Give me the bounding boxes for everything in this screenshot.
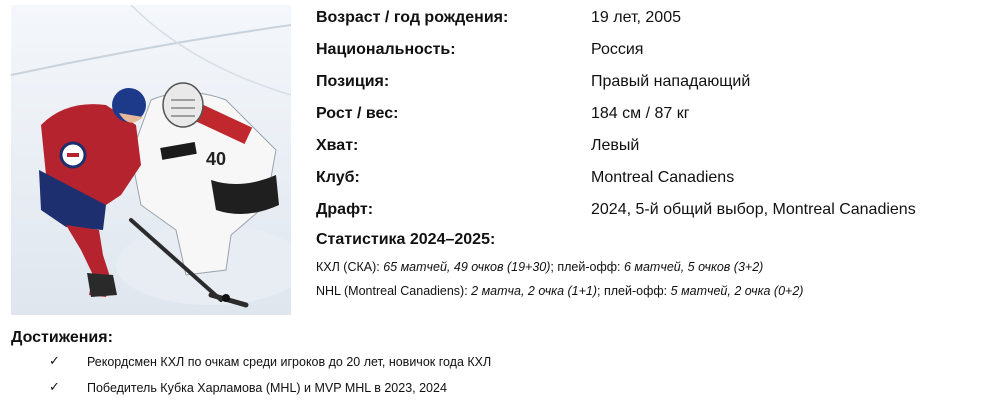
- checkmark-icon: ✓: [49, 379, 60, 394]
- achievement-text: Победитель Кубка Харламова (MHL) и MVP MHL в 2023, 2024: [87, 381, 447, 395]
- stat-league: NHL (Montreal Canadiens):: [316, 284, 468, 298]
- achievement-text: Рекордсмен КХЛ по очкам среди игроков до 20 лет, новичок года КХЛ: [87, 355, 492, 369]
- stat-playoff: 6 матчей, 5 очков (3+2): [623, 260, 764, 274]
- stat-line-khl: [316, 258, 996, 276]
- info-value: 19 лет, 2005: [591, 9, 681, 26]
- info-row-grip: [316, 134, 996, 166]
- player-info: [316, 6, 996, 300]
- achievements-section: [11, 327, 991, 401]
- info-value: Россия: [591, 41, 644, 58]
- info-label: Хват:: [316, 137, 359, 154]
- info-value: 2024, 5-й общий выбор, Montreal Canadiens: [591, 201, 916, 218]
- info-row-nationality: [316, 38, 996, 70]
- stat-playoff: 5 матчей, 2 очка (0+2): [670, 284, 804, 298]
- info-row-height-weight: [316, 102, 996, 134]
- stat-league: КХЛ (СКА):: [316, 260, 380, 274]
- checkmark-icon: ✓: [49, 353, 60, 368]
- achievement-item: [11, 375, 991, 401]
- achievement-item: [11, 349, 991, 375]
- svg-text:40: 40: [206, 149, 227, 169]
- info-row-position: [316, 70, 996, 102]
- hockey-photo-icon: [11, 5, 291, 315]
- stat-regular: 2 матча, 2 очка (1+1): [471, 284, 598, 298]
- achievements-title: Достижения:: [11, 329, 113, 346]
- info-value: Правый нападающий: [591, 73, 751, 90]
- info-row-age: [316, 6, 996, 38]
- info-row-club: [316, 166, 996, 198]
- stat-separator: ; плей-офф:: [597, 284, 668, 298]
- info-label: Рост / вес:: [316, 105, 399, 122]
- info-value: 184 см / 87 кг: [591, 105, 690, 122]
- info-value: Левый: [591, 137, 640, 154]
- info-label: Клуб:: [316, 169, 360, 186]
- stats-title: Статистика 2024–2025:: [316, 231, 496, 248]
- stat-regular: 65 матчей, 49 очков (19+30): [383, 260, 551, 274]
- player-photo: [11, 5, 291, 315]
- info-row-draft: [316, 198, 996, 230]
- info-label: Национальность:: [316, 41, 456, 58]
- info-label: Возраст / год рождения:: [316, 9, 509, 26]
- info-label: Драфт:: [316, 201, 374, 218]
- stat-line-nhl: [316, 282, 996, 300]
- stat-separator: ; плей-офф:: [550, 260, 621, 274]
- info-value: Montreal Canadiens: [591, 169, 735, 186]
- info-label: Позиция:: [316, 73, 390, 90]
